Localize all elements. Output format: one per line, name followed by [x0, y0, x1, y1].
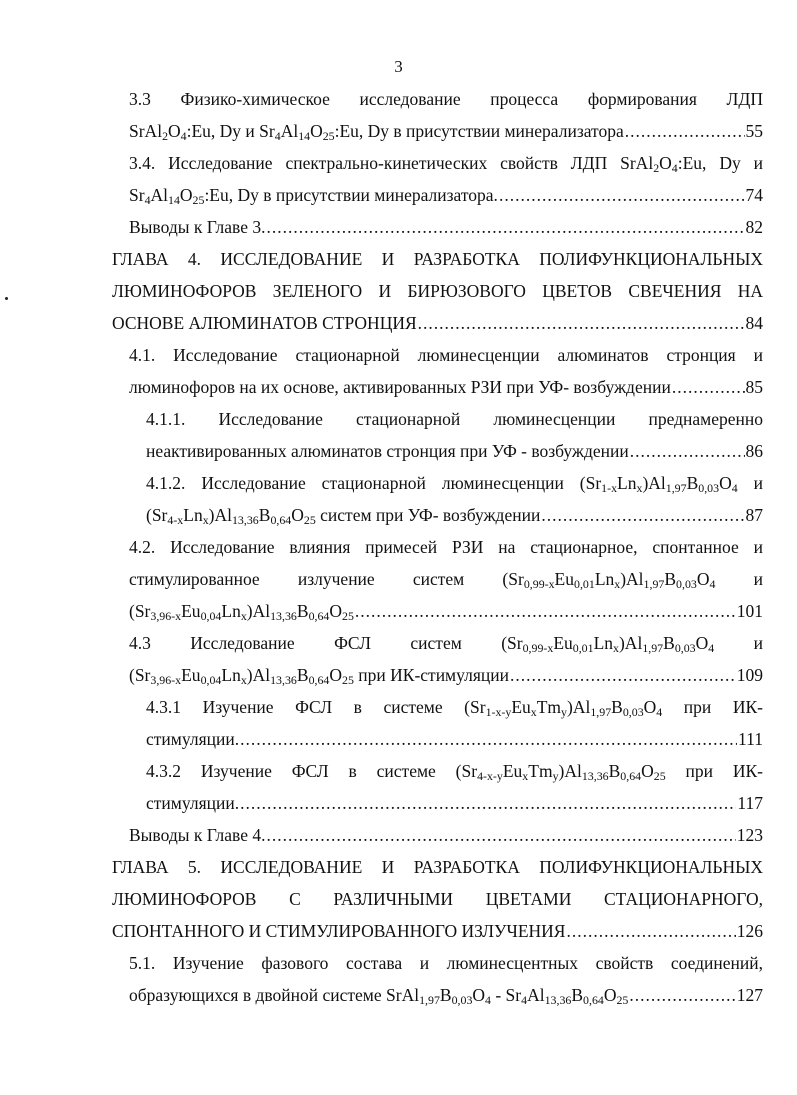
toc-line: [112, 307, 763, 339]
subscript: 0,04: [200, 672, 222, 687]
subscript: 25: [303, 512, 316, 527]
toc-line: [112, 851, 763, 883]
text-run: O: [329, 665, 343, 685]
text-run: )Al: [208, 505, 232, 525]
text-run: :Eu, Dy в присутствии минерализатора.: [204, 185, 498, 205]
text-run: )Al: [567, 697, 591, 717]
subscript: y: [552, 768, 559, 783]
subscript: 25: [342, 672, 354, 687]
subscript: 1,97: [590, 704, 612, 719]
toc-line-text: [129, 659, 509, 691]
table-of-contents: [0, 83, 797, 1011]
dot-leader: [629, 979, 735, 1011]
text-run: Eu: [181, 601, 201, 621]
text-run: B: [439, 985, 452, 1005]
subscript: 1,97: [419, 992, 440, 1007]
toc-line: [146, 403, 763, 435]
toc-line-text: [129, 633, 763, 653]
text-run: Eu: [502, 761, 523, 781]
toc-line-text: [112, 857, 763, 877]
subscript: 1,97: [643, 576, 665, 591]
subscript: 0,03: [451, 992, 473, 1007]
toc-page-number: 84: [745, 313, 763, 333]
toc-line-text: [129, 211, 265, 243]
subscript: 2: [162, 128, 169, 143]
text-run: стимуляции.: [146, 793, 240, 813]
subscript: 1-x-y: [485, 704, 512, 719]
text-run: стимуляции.: [146, 729, 240, 749]
subscript: 13,36: [270, 672, 297, 687]
page-number: 3: [394, 57, 403, 76]
text-run: B: [571, 985, 584, 1005]
text-run: Eu: [511, 697, 531, 717]
subscript: 13,36: [270, 608, 297, 623]
toc-page-number: 101: [736, 601, 763, 621]
text-run: ГЛАВА 5. ИССЛЕДОВАНИЕ И РАЗРАБОТКА ПОЛИФУНКЦИОНАЛЬНЫХ: [112, 857, 763, 877]
toc-page-number: 109: [736, 665, 763, 685]
text-run: Eu: [554, 569, 574, 589]
text-run: O: [179, 185, 193, 205]
text-run: O: [659, 153, 672, 173]
toc-page-number: 87: [745, 505, 763, 525]
text-run: ЛЮМИНОФОРОВ ЗЕЛЕНОГО И БИРЮЗОВОГО ЦВЕТОВ СВЕЧЕНИЯ НА: [112, 281, 763, 301]
text-run: 4.3 Исследование ФСЛ систем (Sr: [129, 633, 523, 653]
toc-entry-4-1-2: [0, 467, 797, 531]
toc-line-text: [129, 153, 763, 173]
subscript: 4: [180, 128, 187, 143]
text-run: при ИК-стимуляции: [353, 665, 509, 685]
subscript: 0,64: [308, 672, 330, 687]
toc-line: [146, 435, 763, 467]
subscript: 3,96-x: [150, 608, 182, 623]
subscript: 4: [656, 704, 663, 719]
text-run: 5.1. Изучение фазового состава и люминесцентных свойств соединений,: [129, 953, 763, 973]
subscript: 4: [521, 992, 528, 1007]
subscript: 4: [731, 480, 738, 495]
toc-line: [129, 211, 763, 243]
toc-line-text: [129, 179, 498, 211]
subscript: 0,64: [270, 512, 292, 527]
toc-line: [112, 883, 763, 915]
dot-leader: [630, 435, 745, 467]
subscript: 25: [653, 768, 666, 783]
toc-page-number: 123: [736, 825, 763, 845]
subscript: 1,97: [665, 480, 687, 495]
subscript: 0,03: [698, 480, 720, 495]
text-run: O: [472, 985, 486, 1005]
subscript: 2: [653, 160, 660, 175]
text-run: )Al: [642, 473, 666, 493]
text-run: 3.3 Физико-химическое исследование процесса формирования ЛДП: [129, 89, 763, 109]
toc-line: [129, 147, 763, 179]
text-run: ОСНОВЕ АЛЮМИНАТОВ СТРОНЦИЯ: [112, 313, 417, 333]
text-run: (Sr: [146, 505, 168, 525]
toc-line-text: [129, 371, 671, 403]
toc-line: [112, 243, 763, 275]
text-run: Al: [150, 185, 169, 205]
text-run: стимулированное излучение систем (Sr: [129, 569, 524, 589]
toc-line: [112, 915, 763, 947]
text-run: B: [664, 569, 677, 589]
text-run: и: [737, 473, 763, 493]
toc-entry-4-1: [0, 339, 797, 403]
toc-line-text: [112, 307, 417, 339]
toc-entry-conclusions-ch3: [0, 211, 797, 243]
text-run: O: [719, 473, 732, 493]
text-run: O: [603, 985, 617, 1005]
dot-leader: [418, 307, 745, 339]
toc-line: [129, 979, 763, 1011]
toc-line: [146, 755, 763, 787]
text-run: - Sr: [490, 985, 522, 1005]
text-run: Ln: [593, 633, 614, 653]
text-run: )Al: [246, 665, 271, 685]
subscript: 4-x-y: [477, 768, 503, 783]
dot-leader: [266, 211, 744, 243]
text-run: O: [695, 633, 709, 653]
toc-page-number: 126: [736, 921, 763, 941]
subscript: x: [613, 640, 619, 655]
text-run: Ln: [183, 505, 203, 525]
toc-line: [129, 563, 763, 595]
toc-line-text: [129, 89, 763, 109]
text-run: СПОНТАННОГО И СТИМУЛИРОВАННОГО ИЗЛУЧЕНИЯ: [112, 921, 566, 941]
text-run: Ln: [617, 473, 637, 493]
text-run: :Eu, Dy и: [677, 153, 763, 173]
text-run: 3.4. Исследование спектрально-кинетических свойств ЛДП SrAl: [129, 153, 654, 173]
text-run: ГЛАВА 4. ИССЛЕДОВАНИЕ И РАЗРАБОТКА ПОЛИФУНКЦИОНАЛЬНЫХ: [112, 249, 763, 269]
dot-leader: [625, 115, 745, 147]
text-run: )Al: [558, 761, 582, 781]
subscript: x: [240, 672, 247, 687]
subscript: x: [636, 480, 643, 495]
text-run: неактивированных алюминатов стронция при УФ - возбуждении: [146, 441, 629, 461]
text-run: SrAl: [129, 121, 163, 141]
subscript: x: [240, 608, 247, 623]
subscript: 1,97: [642, 640, 664, 655]
text-run: B: [296, 601, 309, 621]
text-run: и: [714, 633, 763, 653]
toc-entry-4-3-2: [0, 755, 797, 819]
toc-page-number: 127: [736, 985, 763, 1005]
toc-line: [146, 467, 763, 499]
toc-line-text: [146, 499, 540, 531]
text-run: )Al: [246, 601, 271, 621]
toc-line: [129, 659, 763, 691]
text-run: и: [715, 569, 763, 589]
text-run: :Eu, Dy и Sr: [186, 121, 275, 141]
text-run: O: [291, 505, 304, 525]
text-run: Eu: [553, 633, 573, 653]
subscript: 13,36: [231, 512, 259, 527]
toc-entry-5-1: [0, 947, 797, 1011]
toc-line: [129, 179, 763, 211]
subscript: x: [202, 512, 209, 527]
toc-line-text: [146, 473, 763, 493]
text-run: B: [686, 473, 699, 493]
toc-line: [129, 819, 763, 851]
text-run: :Eu, Dy в присутствии минерализатора: [334, 121, 624, 141]
toc-line-text: [129, 979, 628, 1011]
toc-line: [129, 531, 763, 563]
toc-line-text: [146, 409, 763, 429]
toc-line-text: [129, 569, 763, 589]
text-run: 4.2. Исследование влияния примесей РЗИ на стационарное, спонтанное и: [129, 537, 763, 557]
text-run: Выводы к Главе 3.: [129, 217, 266, 237]
toc-line-text: [129, 345, 763, 365]
text-run: Ln: [594, 569, 615, 589]
text-run: 4.3.2 Изучение ФСЛ в системе (Sr: [146, 761, 478, 781]
subscript: 3,96-x: [150, 672, 182, 687]
subscript: y: [561, 704, 567, 719]
subscript: 25: [322, 128, 335, 143]
toc-line: [129, 371, 763, 403]
dot-leader: [240, 723, 737, 755]
subscript: 4: [485, 992, 491, 1007]
toc-page-number: 85: [745, 377, 763, 397]
toc-line: [129, 627, 763, 659]
text-run: 4.1.2. Исследование стационарной люминесценции (Sr: [146, 473, 602, 493]
toc-line-text: [146, 435, 629, 467]
subscript: 13,36: [544, 992, 572, 1007]
text-run: Ln: [221, 601, 241, 621]
toc-entry-4-3-1: [0, 691, 797, 755]
text-run: Sr: [129, 185, 145, 205]
dot-leader: [541, 499, 744, 531]
text-run: O: [168, 121, 181, 141]
subscript: 4-x: [167, 512, 184, 527]
subscript: 0,64: [583, 992, 604, 1007]
text-run: 4.1.1. Исследование стационарной люминесценции преднамеренно: [146, 409, 763, 429]
toc-line-text: [146, 761, 763, 781]
subscript: x: [530, 704, 537, 719]
toc-page-number: 117: [737, 793, 763, 813]
toc-line: [146, 691, 763, 723]
subscript: 25: [616, 992, 629, 1007]
text-run: ЛЮМИНОФОРОВ С РАЗЛИЧНЫМИ ЦВЕТАМИ СТАЦИОНАРНОГО,: [112, 889, 763, 909]
dot-leader: [510, 659, 736, 691]
toc-line-text: [112, 249, 763, 269]
subscript: 4: [274, 128, 281, 143]
text-run: при ИК-: [665, 761, 763, 781]
subscript: 0,99-x: [522, 640, 554, 655]
text-run: O: [641, 761, 654, 781]
text-run: O: [643, 697, 657, 717]
subscript: 0,03: [676, 576, 697, 591]
subscript: 0,64: [620, 768, 642, 783]
text-run: (Sr: [129, 665, 151, 685]
subscript: 25: [192, 192, 205, 207]
subscript: 4: [708, 640, 715, 655]
dot-leader: [240, 787, 736, 819]
subscript: 4: [144, 192, 151, 207]
toc-entry-conclusions-ch4: [0, 819, 797, 851]
subscript: 25: [342, 608, 354, 623]
text-run: )Al: [618, 633, 643, 653]
dot-leader: [355, 595, 736, 627]
toc-page-number: 74: [745, 185, 763, 205]
subscript: 0,99-x: [523, 576, 555, 591]
text-run: B: [296, 665, 309, 685]
text-run: Tm: [528, 761, 553, 781]
subscript: 4: [709, 576, 716, 591]
dot-leader: [499, 179, 745, 211]
text-run: 4.3.1 Изучение ФСЛ в системе (Sr: [146, 697, 486, 717]
subscript: 14: [298, 128, 311, 143]
toc-line-text: [129, 819, 265, 851]
toc-line-text: [129, 115, 624, 147]
toc-page-number: 82: [745, 217, 763, 237]
toc-entry-3-4: [0, 147, 797, 211]
text-run: B: [258, 505, 271, 525]
subscript: 0,01: [572, 640, 594, 655]
toc-line: [129, 595, 763, 627]
subscript: 14: [168, 192, 180, 207]
toc-line: [129, 339, 763, 371]
toc-line: [129, 947, 763, 979]
subscript: x: [614, 576, 621, 591]
toc-line-text: [146, 697, 763, 717]
toc-entry-chapter-4: [0, 243, 797, 339]
toc-line-text: [146, 723, 239, 755]
text-run: Tm: [536, 697, 562, 717]
toc-line-text: [112, 889, 763, 909]
toc-page-number: 86: [745, 441, 763, 461]
dot-leader: [566, 915, 735, 947]
toc-page-number: 55: [745, 121, 763, 141]
toc-line-text: [129, 595, 354, 627]
text-run: Выводы к Главе 4.: [129, 825, 266, 845]
subscript: 0,01: [574, 576, 595, 591]
text-run: Al: [280, 121, 299, 141]
toc-line: [112, 275, 763, 307]
toc-entry-4-3: [0, 627, 797, 691]
toc-line-text: [146, 787, 239, 819]
toc-entry-4-2: [0, 531, 797, 627]
text-run: O: [310, 121, 323, 141]
toc-entry-chapter-5: [0, 851, 797, 947]
toc-line-text: [129, 953, 763, 973]
text-run: O: [329, 601, 343, 621]
text-run: Ln: [221, 665, 241, 685]
text-run: )Al: [620, 569, 644, 589]
toc-line: [146, 499, 763, 531]
toc-line-text: [112, 915, 565, 947]
toc-entry-4-1-1: [0, 403, 797, 467]
toc-line: [129, 115, 763, 147]
toc-line: [146, 787, 763, 819]
text-run: B: [611, 697, 623, 717]
text-run: B: [608, 761, 621, 781]
text-run: образующихся в двойной системе SrAl: [129, 985, 420, 1005]
subscript: x: [522, 768, 529, 783]
subscript: 1-x: [601, 480, 618, 495]
text-run: Eu: [181, 665, 201, 685]
toc-line-text: [129, 537, 763, 557]
text-run: при ИК-: [662, 697, 763, 717]
text-run: Al: [527, 985, 545, 1005]
subscript: 0,04: [200, 608, 222, 623]
toc-line: [129, 83, 763, 115]
toc-line: [146, 723, 763, 755]
text-run: (Sr: [129, 601, 151, 621]
subscript: 0,03: [674, 640, 696, 655]
dot-leader: [672, 371, 745, 403]
dot-leader: [266, 819, 735, 851]
toc-line-text: [112, 281, 763, 301]
text-run: 4.1. Исследование стационарной люминесценции алюминатов стронция и: [129, 345, 763, 365]
toc-entry-3-3: [0, 83, 797, 147]
text-run: B: [663, 633, 675, 653]
subscript: 0,03: [622, 704, 644, 719]
text-run: систем при УФ- возбуждении: [315, 505, 541, 525]
text-run: O: [696, 569, 710, 589]
subscript: 4: [671, 160, 678, 175]
subscript: 13,36: [581, 768, 609, 783]
toc-page-number: 111: [738, 729, 763, 749]
subscript: 0,64: [308, 608, 330, 623]
text-run: люминофоров на их основе, активированных РЗИ при УФ- возбуждении: [129, 377, 671, 397]
